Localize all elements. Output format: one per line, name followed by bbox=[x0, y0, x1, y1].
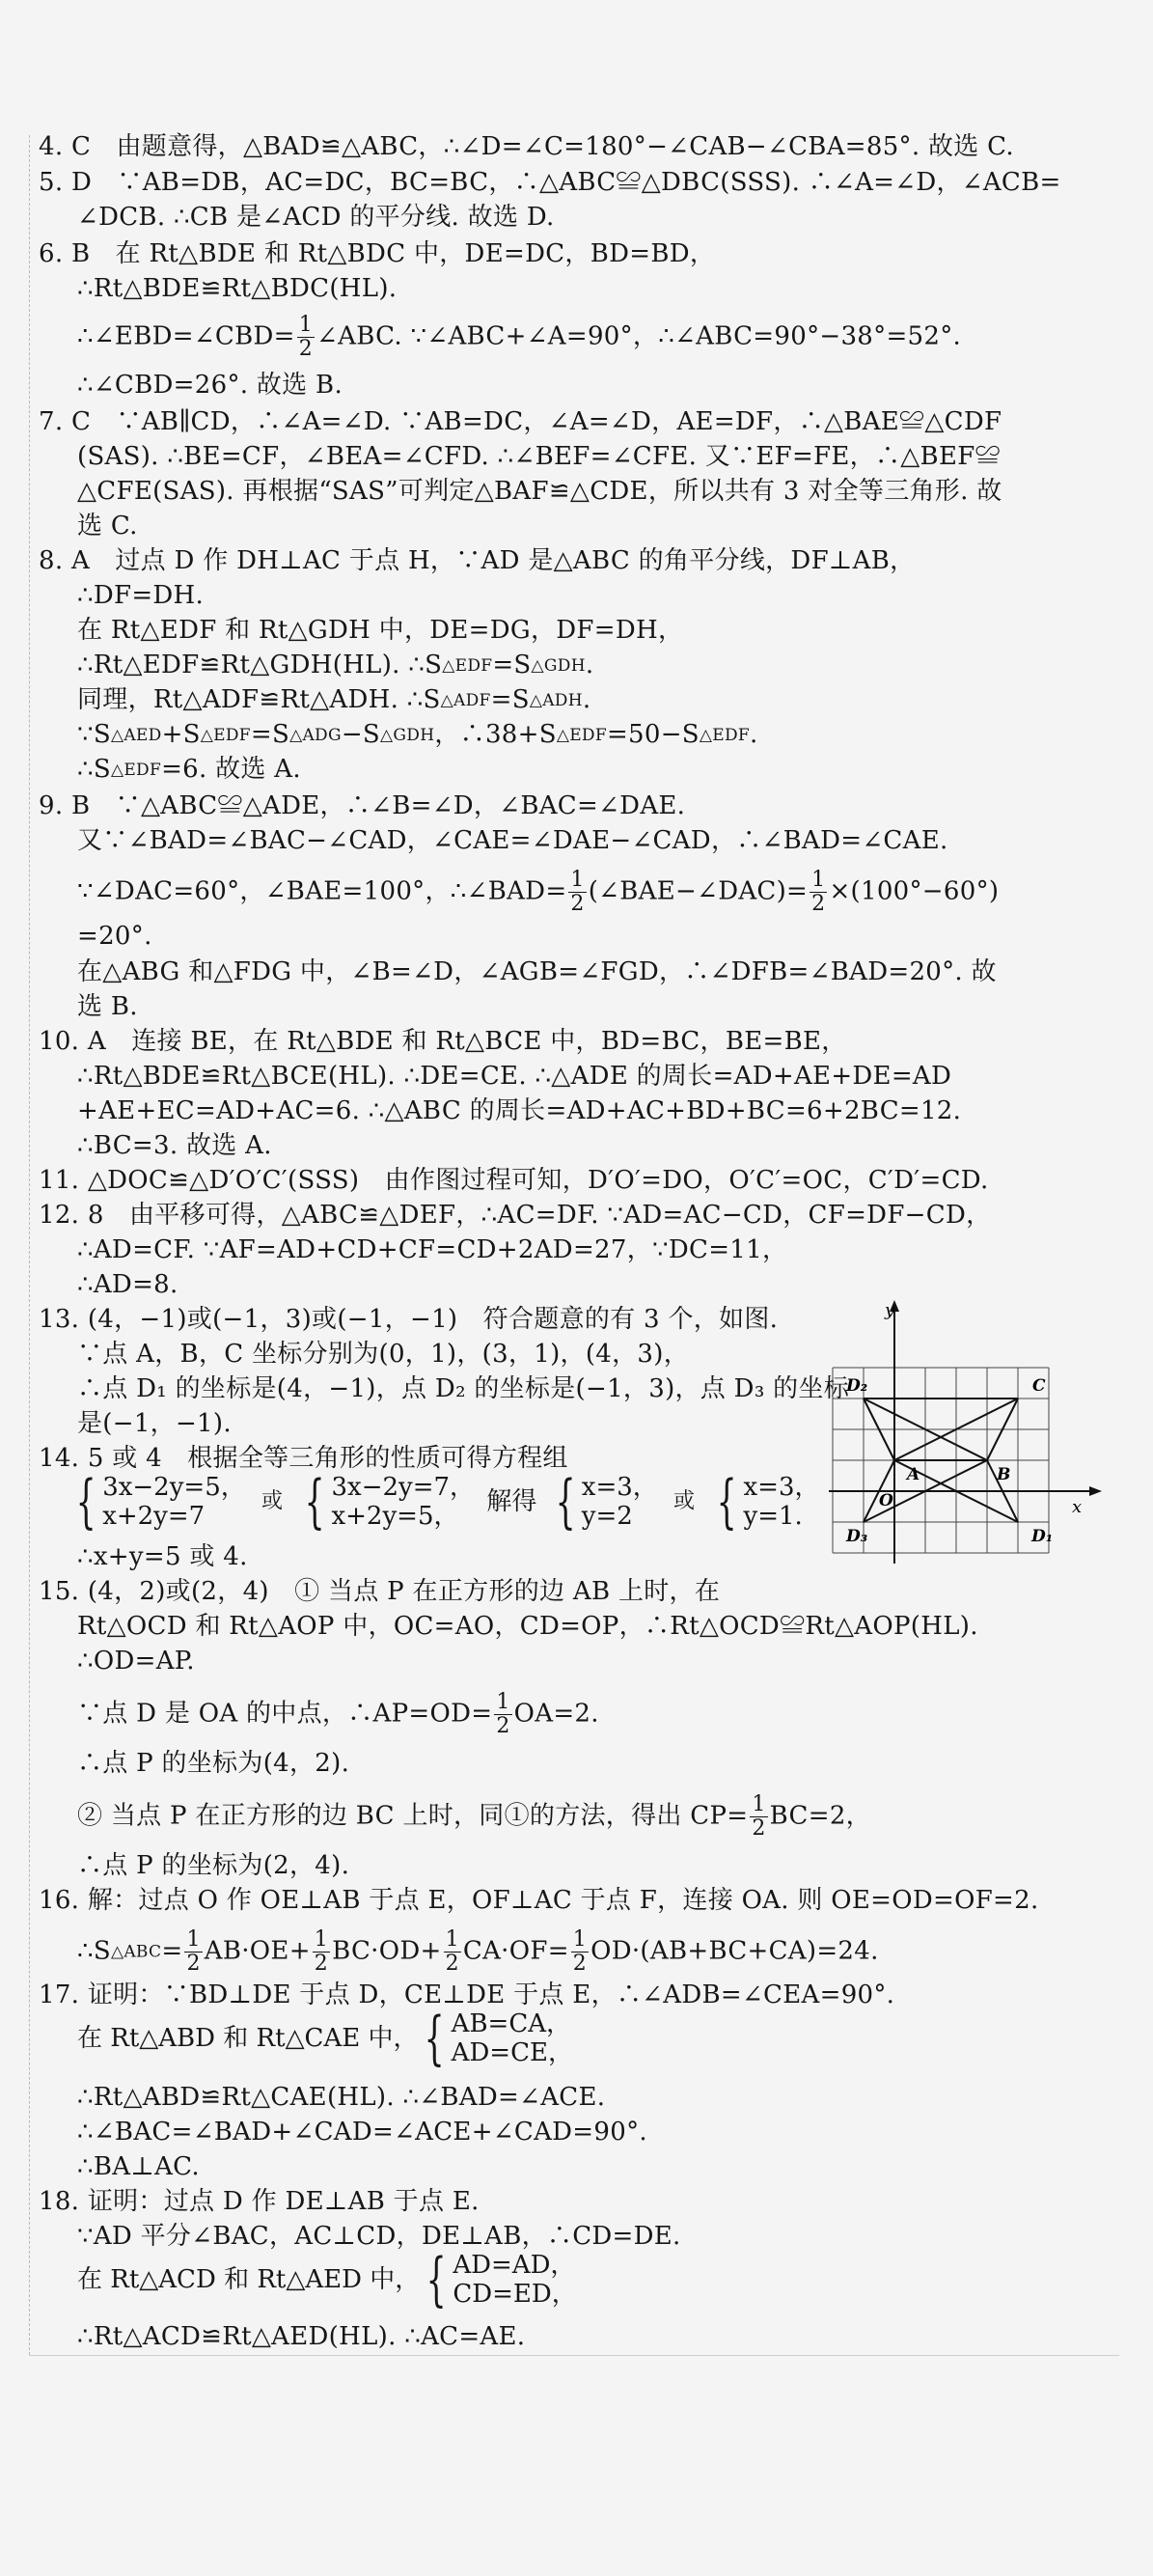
answer-8-line5: 同理，Rt△ADF≌Rt△ADH. ∴S△ADF=S△ADH. bbox=[77, 685, 591, 714]
answer-10: 10. A 连接 BE，在 Rt△BDE 和 Rt△BCE 中，BD=BC，BE=BE， bbox=[39, 1027, 847, 1056]
bottom-rule bbox=[29, 2355, 1119, 2356]
answer-9-line5: 在△ABG 和△FDG 中，∠B=∠D，∠AGB=∠FGD，∴∠DFB=∠BAD=20°. 故 bbox=[77, 957, 997, 986]
answer-12-line3: ∴AD=8. bbox=[77, 1270, 178, 1299]
answer-8-line7: ∴S△EDF=6. 故选 A. bbox=[77, 755, 301, 784]
answer-17-line3: ∴Rt△ABD≌Rt△CAE(HL). ∴∠BAD=∠ACE. bbox=[77, 2083, 606, 2112]
answer-4: 4. C 由题意得，△BAD≌△ABC，∴∠D=∠C=180°−∠CAB−∠CBA=85°. 故选 C. bbox=[39, 132, 1014, 161]
label-b: B bbox=[997, 1465, 1011, 1484]
answer-8-line3: 在 Rt△EDF 和 Rt△GDH 中，DE=DG，DF=DH， bbox=[77, 616, 684, 645]
x-axis-arrow bbox=[1089, 1486, 1102, 1496]
answer-6-line4: ∴∠CBD=26°. 故选 B. bbox=[77, 371, 343, 400]
answer-13-line4: 是(−1，−1). bbox=[77, 1409, 232, 1438]
answer-5-cont: ∠DCB. ∴CB 是∠ACD 的平分线. 故选 D. bbox=[77, 203, 555, 232]
answer-10-line4: ∴BC=3. 故选 A. bbox=[77, 1131, 272, 1160]
answer-7-line2: (SAS). ∴BE=CF，∠BEA=∠CFD. ∴∠BEF=∠CFE. 又∵EF=FE，∴△BEF≌ bbox=[77, 442, 1001, 471]
answer-15-line6: ② 当点 P 在正方形的边 BC 上时，同①的方法，得出 CP= $\frac{1}{2}$ BC=2， bbox=[77, 1792, 871, 1841]
label-d2: D₂ bbox=[846, 1376, 868, 1396]
answer-12-line2: ∴AD=CF. ∵AF=AD+CD+CF=CD+2AD=27，∵DC=11， bbox=[77, 1235, 788, 1264]
answer-8-line2: ∴DF=DH. bbox=[77, 581, 205, 610]
answer-7-line4: 选 C. bbox=[77, 512, 138, 540]
label-d3: D₃ bbox=[846, 1527, 868, 1546]
label-a: A bbox=[907, 1465, 920, 1484]
answer-18-line3: 在 Rt△ACD 和 Rt△AED 中， { AD=AD， CD=ED， bbox=[77, 2246, 577, 2313]
answer-10-line2: ∴Rt△BDE≌Rt△BCE(HL). ∴DE=CE. ∴△ADE 的周长=AD+AE+DE=AD bbox=[77, 1062, 952, 1091]
fraction-half: $\frac{1}{2}$ bbox=[298, 313, 314, 361]
answer-14-line3: ∴x+y=5 或 4. bbox=[77, 1542, 248, 1571]
answer-8-line4: ∴Rt△EDF≌Rt△GDH(HL). ∴S△EDF=S△GDH. bbox=[77, 651, 594, 679]
label-d1: D₁ bbox=[1031, 1527, 1054, 1546]
answer-8-line6: ∵S△AED+S△EDF=S△ADG−S△GDH，∴38+S△EDF=50−S△EDF. bbox=[77, 720, 758, 749]
answer-12: 12. 8 由平移可得，△ABC≌△DEF，∴AC=DF. ∵AD=AC−CD，CF=DF−CD， bbox=[39, 1201, 992, 1230]
answer-15-line5: ∴点 P 的坐标为(4，2). bbox=[77, 1749, 350, 1778]
answer-18-line2: ∵AD 平分∠BAC，AC⊥CD，DE⊥AB，∴CD=DE. bbox=[77, 2222, 681, 2251]
answer-13-line3: ∴点 D₁ 的坐标是(4，−1)，点 D₂ 的坐标是(−1，3)，点 D₃ 的坐标 bbox=[77, 1374, 850, 1403]
answer-14-systems: { 3x−2y=5， x+2y=7 或 { 3x−2y=7， x+2y=5， 解得 { x=3， y=2 或 { x=3， y=1. bbox=[75, 1468, 820, 1536]
answer-17: 17. 证明：∵BD⊥DE 于点 D，CE⊥DE 于点 E，∴∠ADB=∠CEA=90°. bbox=[39, 1980, 895, 2009]
answer-10-line3: +AE+EC=AD+AC=6. ∴△ABC 的周长=AD+AC+BD+BC=6+2BC=12. bbox=[77, 1096, 962, 1125]
answer-15-line7: ∴点 P 的坐标为(2，4). bbox=[77, 1851, 350, 1880]
answer-17-line4: ∴∠BAC=∠BAD+∠CAD=∠ACE+∠CAD=90°. bbox=[77, 2118, 647, 2147]
answer-15: 15. (4，2)或(2，4) ① 当点 P 在正方形的边 AB 上时，在 bbox=[39, 1577, 721, 1606]
answer-15-line3: ∴OD=AP. bbox=[77, 1647, 195, 1676]
answer-14: 14. 5 或 4 根据全等三角形的性质可得方程组 bbox=[39, 1444, 568, 1473]
answer-8: 8. A 过点 D 作 DH⊥AC 于点 H，∵AD 是△ABC 的角平分线，DF⊥AB， bbox=[39, 546, 916, 575]
answer-16: 16. 解：过点 O 作 OE⊥AB 于点 E，OF⊥AC 于点 F，连接 OA. 则 OE=OD=OF=2. bbox=[39, 1886, 1039, 1915]
answer-17-line2: 在 Rt△ABD 和 Rt△CAE 中， { AB=CA， AD=CE， bbox=[77, 2005, 573, 2072]
y-axis-label: y bbox=[885, 1300, 895, 1320]
answer-6-line2: ∴Rt△BDE≌Rt△BDC(HL). bbox=[77, 274, 398, 303]
label-c: C bbox=[1032, 1376, 1046, 1396]
answer-9-line4: =20°. bbox=[77, 922, 152, 951]
answer-7-line3: △CFE(SAS). 再根据“SAS”可判定△BAF≌△CDE，所以共有 3 对全等三角形. 故 bbox=[77, 477, 1002, 506]
answer-9-line2: 又∵∠BAD=∠BAC−∠CAD，∠CAE=∠DAE−∠CAD，∴∠BAD=∠CAE. bbox=[77, 826, 948, 855]
x-axis-label: x bbox=[1072, 1497, 1083, 1517]
left-dashed-rule bbox=[29, 135, 31, 2355]
answer-16-line2: ∴S△ABC= $\frac{1}{2}$ AB·OE+ $\frac{1}{2}$ BC·OD+ $\frac{1}{2}$ CA·OF= $\frac{1}{2}$ OD·(AB+BC+CA)=24. bbox=[77, 1927, 879, 1976]
answer-7: 7. C ∵AB∥CD，∴∠A=∠D. ∵AB=DC，∠A=∠D，AE=DF，∴△BAE≌△CDF bbox=[39, 407, 1002, 436]
label-o: O bbox=[879, 1491, 893, 1510]
answer-13: 13. (4，−1)或(−1，3)或(−1，−1) 符合题意的有 3 个，如图. bbox=[39, 1305, 779, 1334]
answer-18-line4: ∴Rt△ACD≌Rt△AED(HL). ∴AC=AE. bbox=[77, 2322, 526, 2351]
answer-13-line2: ∵点 A，B，C 坐标分别为(0，1)，(3，1)，(4，3)， bbox=[77, 1340, 690, 1369]
axes bbox=[829, 1300, 1102, 1564]
answer-17-line5: ∴BA⊥AC. bbox=[77, 2152, 200, 2181]
answer-9: 9. B ∵△ABC≌△ADE，∴∠B=∠D，∠BAC=∠DAE. bbox=[39, 791, 686, 820]
answer-6: 6. B 在 Rt△BDE 和 Rt△BDC 中，DE=DC，BD=BD， bbox=[39, 239, 716, 268]
answer-18: 18. 证明：过点 D 作 DE⊥AB 于点 E. bbox=[39, 2187, 480, 2216]
answer-6-line3: ∴∠EBD=∠CBD= $\frac{1}{2}$ ∠ABC. ∵∠ABC+∠A=90°，∴∠ABC=90°−38°=52°. bbox=[77, 313, 962, 361]
answer-9-line3: ∵∠DAC=60°，∠BAE=100°，∴∠BAD= $\frac{1}{2}$ (∠BAE−∠DAC)= $\frac{1}{2}$ ×(100°−60°) bbox=[77, 868, 1000, 916]
answer-15-line2: Rt△OCD 和 Rt△AOP 中，OC=AO，CD=OP，∴Rt△OCD≌Rt△AOP(HL). bbox=[77, 1612, 978, 1641]
coordinate-figure bbox=[825, 1298, 1105, 1578]
answer-11: 11. △DOC≌△D′O′C′(SSS) 由作图过程可知，D′O′=DO，O′C′=OC，C′D′=CD. bbox=[39, 1166, 989, 1195]
answer-15-line4: ∵点 D 是 OA 的中点，∴AP=OD= $\frac{1}{2}$ OA=2. bbox=[77, 1690, 599, 1738]
answer-5: 5. D ∵AB=DB，AC=DC，BC=BC，∴△ABC≌△DBC(SSS). ∴∠A=∠D，∠ACB= bbox=[39, 168, 1061, 197]
answer-9-line6: 选 B. bbox=[77, 992, 138, 1021]
